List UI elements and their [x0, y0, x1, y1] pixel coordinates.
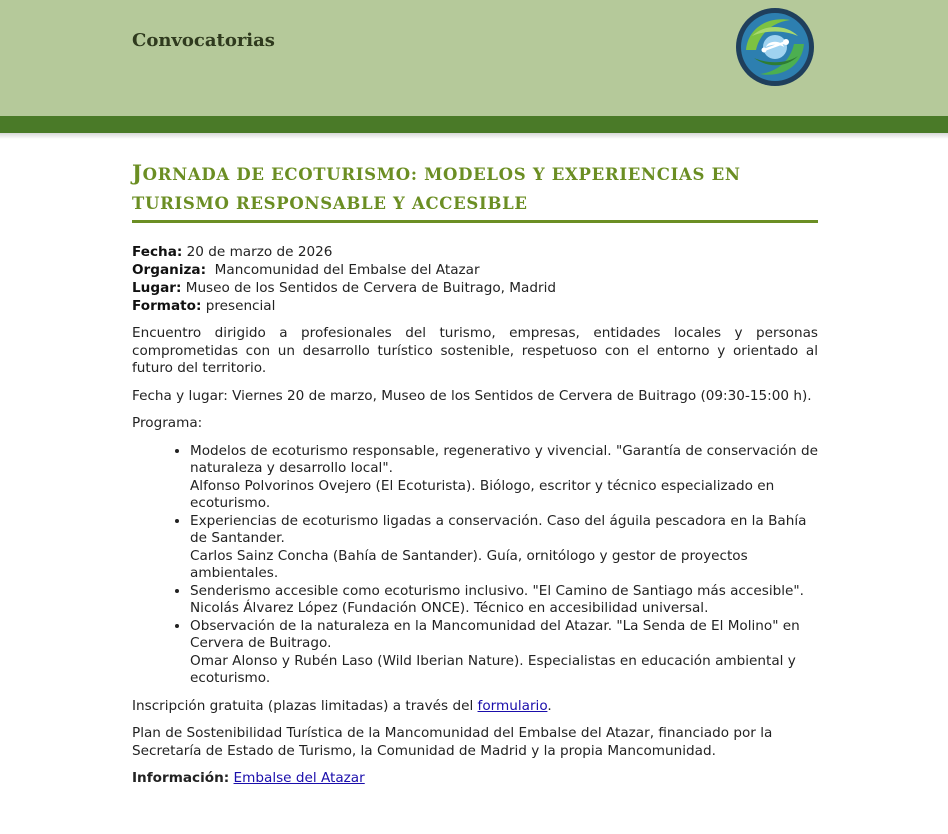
program-item: [190, 513, 818, 583]
embalse-atazar-link[interactable]: Embalse del Atazar: [233, 770, 365, 786]
info-label: Información:: [132, 770, 230, 786]
program-topic: • Experiencias de ecoturismo ligadas a conservación. Caso del águila pescadora en la Bahía de Santander.: [190, 512, 807, 546]
program-speaker: Omar Alonso y Rubén Laso (Wild Iberian Nature). Especialistas en educación ambiental y ecoturismo.: [190, 652, 796, 686]
inscripcion-suffix: .: [547, 697, 552, 714]
program-item: [190, 618, 818, 688]
program-item: [190, 443, 818, 513]
fecha-lugar-text: Fecha y lugar: Viernes 20 de marzo, Museo de los Sentidos de Cervera de Buitrago (09:30-15:00 h).: [132, 387, 812, 404]
title-line-2: TURISMO RESPONSABLE Y ACCESIBLE: [132, 194, 528, 213]
inscripcion-prefix: Inscripción gratuita (plazas limitadas) a través del: [132, 697, 478, 714]
event-title: [132, 158, 818, 223]
formato-value: presencial: [201, 298, 276, 314]
organiza-label: Organiza:: [132, 262, 207, 278]
site-header: [0, 0, 948, 116]
event-article: [132, 158, 818, 788]
meta-formato: [132, 297, 818, 315]
header-shadow: [0, 133, 948, 139]
program-topic: • Modelos de ecoturismo responsable, regenerativo y vivencial. "Garantía de conservación de naturaleza y desarrollo local".: [190, 442, 818, 476]
program-speaker: Nicolás Álvarez López (Fundación ONCE). Técnico en accesibilidad universal.: [190, 600, 709, 616]
globe-swirl-logo-icon[interactable]: [734, 6, 816, 88]
header-divider-bar: [0, 116, 948, 133]
lugar-value: Museo de los Sentidos de Cervera de Buitrago, Madrid: [181, 280, 556, 296]
informacion-line: [132, 770, 818, 788]
plan-text: Plan de Sostenibilidad Turística de la Mancomunidad del Embalse del Atazar, financiado por la Secretaría de Estado de Turismo, la Comunidad de Madrid y la propia Mancomunidad.: [132, 725, 773, 759]
program-list: [132, 443, 818, 688]
title-line-1: ORNADA DE ECOTURISMO: MODELOS Y EXPERIENCIAS EN: [142, 165, 741, 184]
program-topic: • Observación de la naturaleza en la Mancomunidad del Atazar. "La Senda de El Molino" en Cervera de Buitrago.: [190, 617, 800, 651]
meta-organiza: [132, 261, 818, 279]
program-speaker: Alfonso Polvorinos Ovejero (El Ecoturista). Biólogo, escritor y técnico especializado en ecoturismo.: [190, 477, 775, 511]
formato-label: Formato:: [132, 298, 202, 314]
event-description: Encuentro dirigido a profesionales del turismo, empresas, entidades locales y personas comprometidas con un desarrollo turístico sostenible, respetuoso con el entorno y orientado al futuro del territorio.: [132, 325, 818, 376]
meta-lugar: [132, 279, 818, 297]
event-meta: [132, 243, 818, 315]
program-item: [190, 583, 818, 618]
title-initial: J: [132, 160, 143, 185]
fecha-value: 20 de marzo de 2026: [182, 244, 333, 260]
formulario-link[interactable]: formulario: [477, 697, 548, 714]
lugar-label: Lugar:: [132, 280, 182, 296]
inscripcion-text: [132, 698, 818, 716]
program-speaker: Carlos Sainz Concha (Bahía de Santander). Guía, ornitólogo y gestor de proyectos ambientales.: [190, 547, 748, 581]
meta-fecha: [132, 243, 818, 261]
organiza-value: Mancomunidad del Embalse del Atazar: [206, 262, 480, 278]
fecha-label: Fecha:: [132, 244, 183, 260]
programa-label: Programa:: [132, 415, 203, 431]
program-topic: • Senderismo accesible como ecoturismo inclusivo. "El Camino de Santiago más accesible".: [190, 582, 804, 599]
section-title: Convocatorias: [132, 30, 275, 51]
